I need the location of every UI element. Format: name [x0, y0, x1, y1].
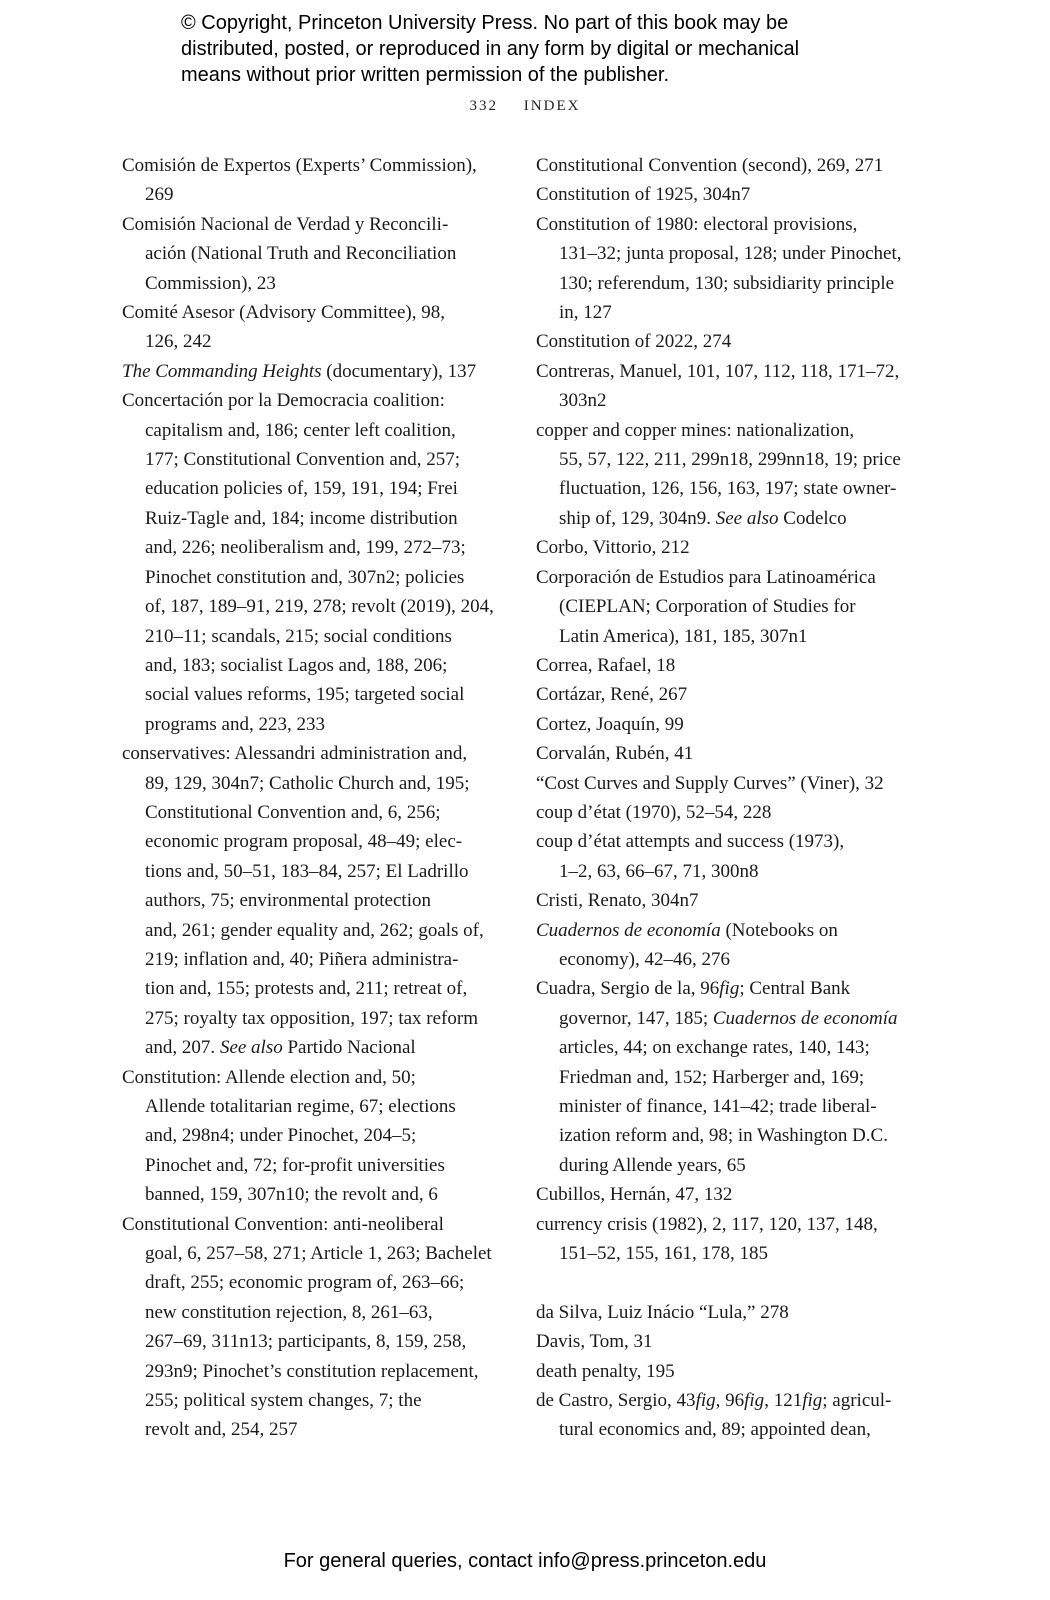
- entry-text: programs and, 223, 233: [145, 713, 325, 735]
- index-entry: [536, 1180, 936, 1209]
- page-number: 332: [469, 98, 499, 114]
- entry-text: Concertación por la Democracia coalition:: [122, 390, 445, 412]
- entry-text: copper and copper mines: nationalization,: [536, 419, 855, 441]
- footer-contact: For general queries, contact info@press.princeton.edu: [283, 1550, 767, 1572]
- entry-continuation-line: [122, 1239, 502, 1268]
- entry-text: and, 183; socialist Lagos and, 188, 206;: [145, 654, 448, 676]
- entry-continuation-line: [536, 592, 936, 621]
- section-gap: [536, 1268, 936, 1297]
- entry-text: banned, 159, 307n10; the revolt and, 6: [145, 1184, 438, 1206]
- entry-text: 55, 57, 122, 211, 299n18, 299nn18, 19; price: [559, 449, 901, 471]
- entry-text: Corvalán, Rubén, 41: [536, 743, 694, 765]
- entry-text: ; Central Bank: [739, 978, 851, 1000]
- entry-continuation-line: [122, 1004, 502, 1033]
- index-entry: [536, 886, 936, 915]
- entry-text: 89, 129, 304n7; Catholic Church and, 195;: [145, 772, 470, 794]
- entry-text: Comisión Nacional de Verdad y Reconcili-: [122, 213, 449, 235]
- entry-text: tural economics and, 89; appointed dean,: [559, 1419, 871, 1441]
- entry-continuation-line: [122, 798, 502, 827]
- entry-continuation-line: [122, 504, 502, 533]
- entry-heading-line: [536, 739, 936, 768]
- entry-continuation-line: [122, 1357, 502, 1386]
- index-entry: [536, 180, 936, 209]
- entry-text: Constitution: Allende election and, 50;: [122, 1066, 416, 1088]
- entry-text: Pinochet constitution and, 307n2; policies: [145, 566, 465, 588]
- entry-heading-line: [122, 151, 502, 180]
- index-entry: [536, 769, 936, 798]
- entry-heading-line: [536, 798, 936, 827]
- index-entry: [536, 210, 936, 328]
- running-head: [0, 98, 1050, 115]
- entry-text: 177; Constitutional Convention and, 257;: [145, 449, 461, 471]
- entry-heading-line: [536, 680, 936, 709]
- index-entry: [122, 298, 502, 357]
- entry-text: (documentary), 137: [321, 360, 477, 382]
- entry-continuation-line: [122, 857, 502, 886]
- entry-continuation-line: [122, 1151, 502, 1180]
- entry-text: 126, 242: [145, 331, 212, 353]
- entry-continuation-line: [122, 1415, 502, 1444]
- index-entry: [122, 386, 502, 739]
- entry-heading-line: [536, 563, 936, 592]
- entry-text: Cortez, Joaquín, 99: [536, 713, 684, 735]
- entry-heading-line: [122, 1063, 502, 1092]
- index-entry: [122, 1063, 502, 1210]
- italic-text: See also: [219, 1037, 283, 1059]
- index-entry: [122, 739, 502, 1062]
- entry-text: conservatives: Alessandri administration and,: [122, 743, 468, 765]
- entry-heading-line: [536, 1210, 936, 1239]
- entry-text: draft, 255; economic program of, 263–66;: [145, 1272, 465, 1294]
- entry-continuation-line: [122, 1268, 502, 1297]
- entry-heading-line: [122, 298, 502, 327]
- entry-text: death penalty, 195: [536, 1360, 675, 1382]
- entry-text: Corbo, Vittorio, 212: [536, 537, 690, 559]
- entry-text: Correa, Rafael, 18: [536, 654, 676, 676]
- entry-heading-line: [122, 210, 502, 239]
- entry-text: , 96: [715, 1390, 745, 1412]
- entry-continuation-line: [122, 563, 502, 592]
- entry-text: Cortázar, René, 267: [536, 684, 688, 706]
- index-column-left: [122, 151, 502, 1445]
- entry-heading-line: [122, 1210, 502, 1239]
- entry-text: (Notebooks on: [720, 919, 838, 941]
- entry-continuation-line: [536, 1239, 936, 1268]
- index-column-right: [536, 151, 936, 1445]
- entry-text: Cristi, Renato, 304n7: [536, 890, 699, 912]
- entry-continuation-line: [536, 474, 936, 503]
- italic-text: fig: [802, 1390, 823, 1412]
- entry-text: Partido Nacional: [282, 1037, 416, 1059]
- entry-continuation-line: [122, 886, 502, 915]
- entry-continuation-line: [122, 916, 502, 945]
- entry-continuation-line: [122, 710, 502, 739]
- entry-continuation-line: [122, 1298, 502, 1327]
- entry-text: , 121: [764, 1390, 803, 1412]
- entry-text: revolt and, 254, 257: [145, 1419, 298, 1441]
- entry-text: 293n9; Pinochet’s constitution replacement,: [145, 1360, 479, 1382]
- entry-text: in, 127: [559, 302, 612, 324]
- entry-text: and, 207.: [145, 1037, 220, 1059]
- entry-text: de Castro, Sergio, 43: [536, 1390, 696, 1412]
- entry-text: Constitution of 1925, 304n7: [536, 184, 751, 206]
- entry-heading-line: [536, 916, 936, 945]
- entry-heading-line: [122, 386, 502, 415]
- entry-heading-line: [536, 416, 936, 445]
- entry-text: tions and, 50–51, 183–84, 257; El Ladrillo: [145, 860, 469, 882]
- entry-continuation-line: [536, 239, 936, 268]
- entry-continuation-line: [536, 298, 936, 327]
- index-entry: [122, 210, 502, 298]
- entry-heading-line: [536, 1327, 936, 1356]
- entry-continuation-line: [536, 1063, 936, 1092]
- entry-continuation-line: [122, 416, 502, 445]
- entry-text: Constitution of 1980: electoral provisions,: [536, 213, 858, 235]
- entry-continuation-line: [536, 945, 936, 974]
- index-entry: [536, 533, 936, 562]
- entry-text: Cuadra, Sergio de la, 96: [536, 978, 720, 1000]
- entry-text: Comisión de Expertos (Experts’ Commission),: [122, 155, 477, 176]
- entry-continuation-line: [536, 622, 936, 651]
- entry-text: Pinochet and, 72; for-profit universities: [145, 1154, 445, 1176]
- entry-heading-line: [536, 151, 936, 180]
- entry-text: coup d’état attempts and success (1973),: [536, 831, 845, 853]
- entry-text: coup d’état (1970), 52–54, 228: [536, 801, 772, 823]
- entry-text: Allende totalitarian regime, 67; elections: [145, 1096, 456, 1117]
- entry-heading-line: [536, 886, 936, 915]
- entry-heading-line: [536, 357, 936, 386]
- entry-continuation-line: [536, 504, 936, 533]
- entry-text: economic program proposal, 48–49; elec-: [145, 831, 463, 853]
- entry-text: and, 226; neoliberalism and, 199, 272–73;: [145, 537, 466, 559]
- entry-continuation-line: [122, 533, 502, 562]
- entry-text: during Allende years, 65: [559, 1154, 746, 1176]
- entry-continuation-line: [122, 769, 502, 798]
- entry-continuation-line: [122, 239, 502, 268]
- entry-text: da Silva, Luiz Inácio “Lula,” 278: [536, 1301, 789, 1323]
- entry-text: tion and, 155; protests and, 211; retreat of,: [145, 978, 468, 1000]
- entry-text: 255; political system changes, 7; the: [145, 1390, 422, 1412]
- italic-text: fig: [695, 1390, 716, 1412]
- entry-text: Corporación de Estudios para Latinoamérica: [536, 566, 876, 588]
- entry-text: 269: [145, 184, 174, 206]
- entry-continuation-line: [122, 945, 502, 974]
- entry-heading-line: [536, 1298, 936, 1327]
- index-entry: [536, 680, 936, 709]
- entry-continuation-line: [536, 386, 936, 415]
- entry-text: authors, 75; environmental protection: [145, 890, 431, 912]
- entry-heading-line: [536, 180, 936, 209]
- entry-text: governor, 147, 185;: [559, 1007, 713, 1029]
- entry-continuation-line: [122, 1033, 502, 1062]
- entry-heading-line: [536, 827, 936, 856]
- entry-text: 130; referendum, 130; subsidiarity principle: [559, 272, 895, 294]
- entry-heading-line: [536, 210, 936, 239]
- entry-text: currency crisis (1982), 2, 117, 120, 137, 148,: [536, 1213, 878, 1235]
- index-entry: [536, 327, 936, 356]
- entry-heading-line: [536, 1357, 936, 1386]
- entry-continuation-line: [122, 327, 502, 356]
- entry-text: ación (National Truth and Reconciliation: [145, 243, 457, 265]
- entry-text: 131–32; junta proposal, 128; under Pinochet,: [559, 243, 902, 265]
- index-entry: [536, 1327, 936, 1356]
- entry-continuation-line: [122, 974, 502, 1003]
- entry-continuation-line: [122, 680, 502, 709]
- section-title: INDEX: [523, 98, 581, 114]
- entry-continuation-line: [536, 1004, 936, 1033]
- index-entry: [536, 710, 936, 739]
- entry-text: of, 187, 189–91, 219, 278; revolt (2019), 204,: [145, 596, 494, 618]
- index-entry: [122, 1210, 502, 1445]
- entry-text: 275; royalty tax opposition, 197; tax reform: [145, 1007, 478, 1029]
- copyright-line: means without prior written permission of the publisher.: [181, 64, 670, 86]
- index-entry: [536, 357, 936, 416]
- entry-heading-line: [536, 1386, 936, 1415]
- index-entry: [536, 416, 936, 534]
- entry-heading-line: [536, 710, 936, 739]
- entry-continuation-line: [122, 1327, 502, 1356]
- entry-text: Latin America), 181, 185, 307n1: [559, 625, 808, 647]
- entry-continuation-line: [122, 445, 502, 474]
- entry-text: 267–69, 311n13; participants, 8, 159, 258,: [145, 1331, 467, 1353]
- entry-continuation-line: [536, 445, 936, 474]
- index-entry: [122, 151, 502, 210]
- entry-continuation-line: [122, 180, 502, 209]
- index-entry: [536, 1357, 936, 1386]
- copyright-line: distributed, posted, or reproduced in any form by digital or mechanical: [181, 38, 800, 60]
- entry-text: Contreras, Manuel, 101, 107, 112, 118, 171–72,: [536, 360, 900, 382]
- entry-text: (CIEPLAN; Corporation of Studies for: [559, 596, 856, 618]
- entry-text: ization reform and, 98; in Washington D.C.: [559, 1125, 888, 1147]
- entry-continuation-line: [536, 1151, 936, 1180]
- index-entry: [536, 151, 936, 180]
- index-entry: [536, 798, 936, 827]
- entry-continuation-line: [122, 1386, 502, 1415]
- entry-continuation-line: [536, 1415, 936, 1444]
- entry-heading-line: [122, 357, 502, 386]
- entry-text: economy), 42–46, 276: [559, 948, 730, 970]
- entry-text: 210–11; scandals, 215; social conditions: [145, 625, 452, 647]
- italic-text: The Commanding Heights: [122, 360, 322, 382]
- entry-heading-line: [536, 769, 936, 798]
- entry-heading-line: [536, 533, 936, 562]
- entry-text: capitalism and, 186; center left coalition,: [145, 419, 456, 441]
- entry-continuation-line: [122, 827, 502, 856]
- entry-text: Codelco: [778, 507, 847, 529]
- entry-text: Constitutional Convention and, 6, 256;: [145, 801, 441, 823]
- index-entry: [536, 1298, 936, 1327]
- index-entry: [536, 563, 936, 651]
- entry-text: minister of finance, 141–42; trade liberal-: [559, 1096, 877, 1117]
- entry-text: articles, 44; on exchange rates, 140, 143;: [559, 1037, 870, 1059]
- entry-heading-line: [536, 651, 936, 680]
- entry-text: ship of, 129, 304n9.: [559, 507, 716, 529]
- entry-continuation-line: [536, 1121, 936, 1150]
- entry-text: 151–52, 155, 161, 178, 185: [559, 1243, 768, 1265]
- entry-text: 1–2, 63, 66–67, 71, 300n8: [559, 860, 759, 882]
- italic-text: fig: [719, 978, 740, 1000]
- copyright-line: © Copyright, Princeton University Press. No part of this book may be: [181, 12, 789, 34]
- entry-text: Davis, Tom, 31: [536, 1331, 653, 1353]
- italic-text: See also: [715, 507, 779, 529]
- copyright-notice: [181, 10, 799, 88]
- entry-text: “Cost Curves and Supply Curves” (Viner), 32: [536, 772, 884, 794]
- entry-text: Comité Asesor (Advisory Committee), 98,: [122, 302, 445, 324]
- entry-continuation-line: [122, 651, 502, 680]
- entry-text: Constitutional Convention (second), 269, 271: [536, 155, 884, 176]
- entry-text: Constitution of 2022, 274: [536, 331, 732, 353]
- entry-text: 303n2: [559, 390, 607, 412]
- italic-text: Cuadernos de economía: [536, 919, 721, 941]
- entry-continuation-line: [536, 857, 936, 886]
- entry-continuation-line: [122, 592, 502, 621]
- entry-heading-line: [536, 1180, 936, 1209]
- entry-continuation-line: [536, 1033, 936, 1062]
- entry-text: Constitutional Convention: anti-neoliberal: [122, 1213, 444, 1235]
- entry-text: social values reforms, 195; targeted social: [145, 684, 465, 706]
- entry-text: and, 298n4; under Pinochet, 204–5;: [145, 1125, 417, 1147]
- entry-heading-line: [536, 327, 936, 356]
- entry-text: education policies of, 159, 191, 194; Frei: [145, 478, 458, 500]
- index-entry: [536, 827, 936, 886]
- entry-continuation-line: [122, 474, 502, 503]
- italic-text: fig: [744, 1390, 765, 1412]
- index-entry: [536, 1386, 936, 1445]
- italic-text: Cuadernos de economía: [712, 1007, 898, 1029]
- entry-continuation-line: [122, 269, 502, 298]
- entry-continuation-line: [122, 622, 502, 651]
- entry-text: new constitution rejection, 8, 261–63,: [145, 1301, 433, 1323]
- entry-continuation-line: [122, 1092, 502, 1121]
- entry-text: Ruiz-Tagle and, 184; income distribution: [145, 507, 458, 529]
- entry-text: Friedman and, 152; Harberger and, 169;: [559, 1066, 865, 1088]
- entry-text: and, 261; gender equality and, 262; goals of,: [145, 919, 484, 941]
- index-entry: [536, 916, 936, 975]
- entry-text: fluctuation, 126, 156, 163, 197; state owner-: [559, 478, 897, 500]
- index-entry: [536, 1210, 936, 1269]
- index-entry: [536, 974, 936, 1180]
- entry-text: goal, 6, 257–58, 271; Article 1, 263; Bachelet: [145, 1243, 492, 1265]
- entry-heading-line: [122, 739, 502, 768]
- entry-text: 219; inflation and, 40; Piñera administra-: [145, 948, 459, 970]
- entry-text: Cubillos, Hernán, 47, 132: [536, 1184, 733, 1206]
- entry-heading-line: [536, 974, 936, 1003]
- entry-text: Commission), 23: [145, 272, 276, 294]
- index-entry: [122, 357, 502, 386]
- entry-text: ; agricul-: [822, 1390, 892, 1412]
- entry-continuation-line: [122, 1121, 502, 1150]
- index-entry: [536, 739, 936, 768]
- entry-continuation-line: [536, 1092, 936, 1121]
- index-entry: [536, 651, 936, 680]
- entry-continuation-line: [122, 1180, 502, 1209]
- entry-continuation-line: [536, 269, 936, 298]
